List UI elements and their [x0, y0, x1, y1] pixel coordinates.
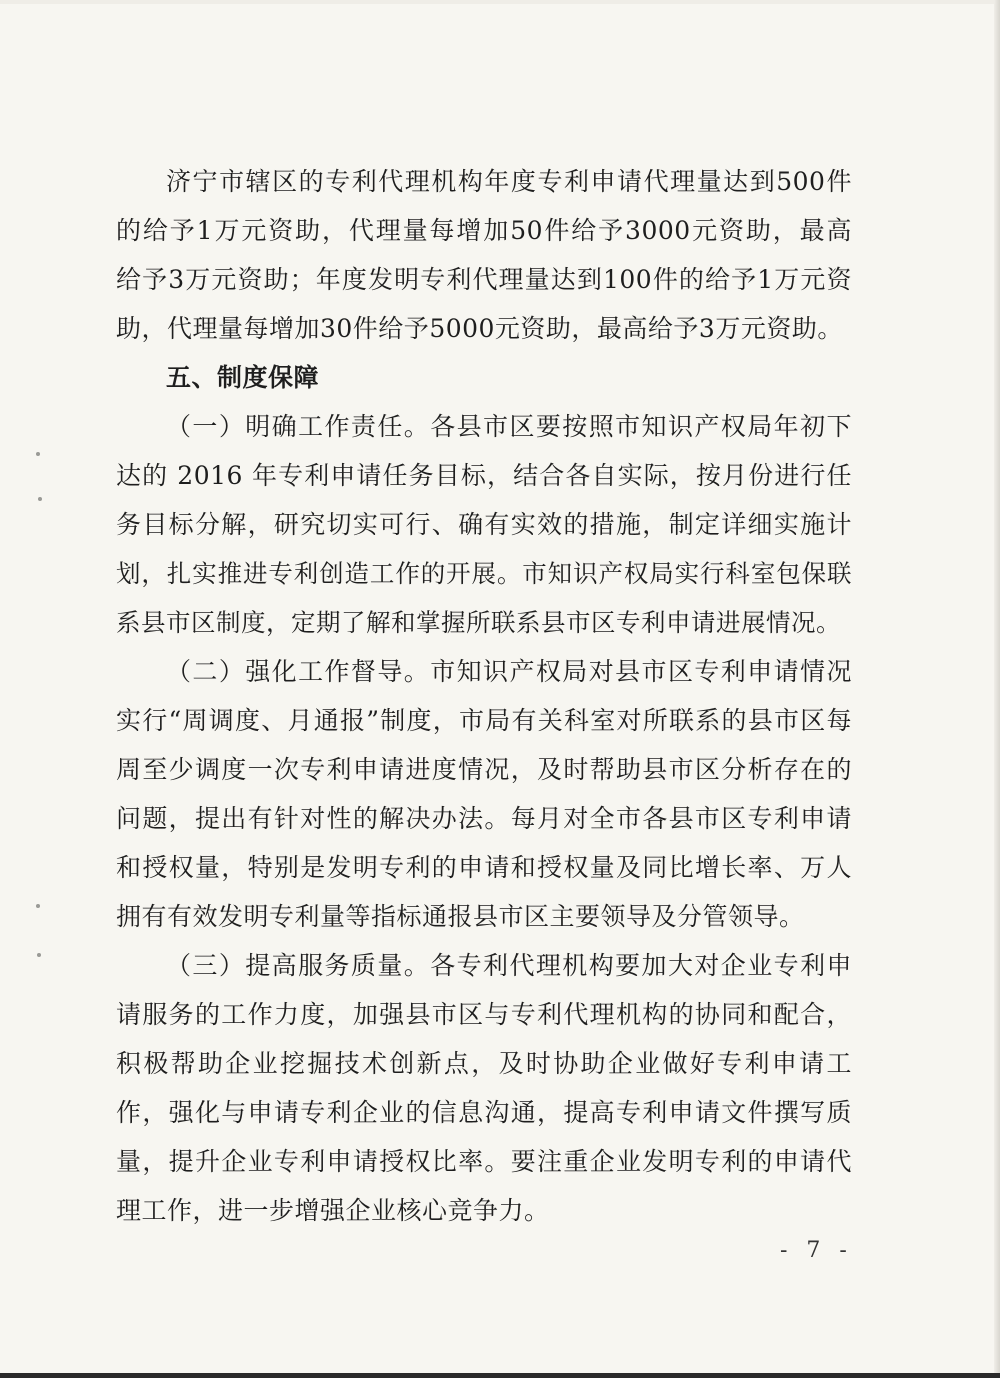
paragraph-line: 给予3万元资助；年度发明专利代理量达到100件的给予1万元资 — [116, 265, 852, 294]
paragraph-line: 理工作，进一步增强企业核心竞争力。 — [116, 1196, 550, 1225]
paragraph-line: 划，扎实推进专利创造工作的开展。市知识产权局实行科室包保联 — [116, 559, 852, 588]
paragraph-line: 系县市区制度，定期了解和掌握所联系县市区专利申请进展情况。 — [116, 608, 841, 637]
paragraph-line: 量，提升企业专利申请授权比率。要注重企业发明专利的申请代 — [116, 1147, 852, 1176]
paragraph-line: 作，强化与申请专利企业的信息沟通，提高专利申请文件撰写质 — [116, 1098, 852, 1127]
scan-top-edge — [0, 0, 1000, 4]
paragraph-line: （一）明确工作责任。各县市区要按照市知识产权局年初下 — [166, 412, 852, 441]
paragraph-line: 济宁市辖区的专利代理机构年度专利申请代理量达到500件 — [166, 167, 852, 196]
scan-bottom-edge — [0, 1373, 1000, 1378]
paragraph-line: 务目标分解，研究切实可行、确有实效的措施，制定详细实施计 — [116, 510, 852, 539]
paragraph-line: 和授权量，特别是发明专利的申请和授权量及同比增长率、万人 — [116, 853, 852, 882]
paragraph-line: 请服务的工作力度，加强县市区与专利代理机构的协同和配合， — [116, 1000, 852, 1029]
paragraph-line: （三）提高服务质量。各专利代理机构要加大对企业专利申 — [166, 951, 852, 980]
paragraph-line: 拥有有效发明专利量等指标通报县市区主要领导及分管领导。 — [116, 902, 805, 931]
paragraph-line: 助，代理量每增加30件给予5000元资助，最高给予3万元资助。 — [116, 314, 843, 343]
paragraph-line: 积极帮助企业挖掘技术创新点，及时协助企业做好专利申请工 — [116, 1049, 852, 1078]
paragraph-line: 周至少调度一次专利申请进度情况，及时帮助县市区分析存在的 — [116, 755, 852, 784]
paragraph-line: （二）强化工作督导。市知识产权局对县市区专利申请情况 — [166, 657, 852, 686]
scan-speck — [37, 953, 41, 957]
section-heading: 五、制度保障 — [166, 363, 320, 392]
paragraph-line: 问题，提出有针对性的解决办法。每月对全市各县市区专利申请 — [116, 804, 852, 833]
paragraph-line: 的给予1万元资助，代理量每增加50件给予3000元资助，最高 — [116, 216, 852, 245]
scan-speck — [36, 452, 40, 456]
paragraph-line: 达的 2016 年专利申请任务目标，结合各自实际，按月份进行任 — [116, 461, 852, 490]
scan-right-edge — [994, 0, 1000, 1378]
paragraph-line: 实行“周调度、月通报”制度，市局有关科室对所联系的县市区每 — [116, 706, 852, 735]
page-number: - 7 - — [780, 1238, 853, 1263]
scan-speck — [36, 904, 40, 908]
scan-speck — [38, 497, 42, 501]
